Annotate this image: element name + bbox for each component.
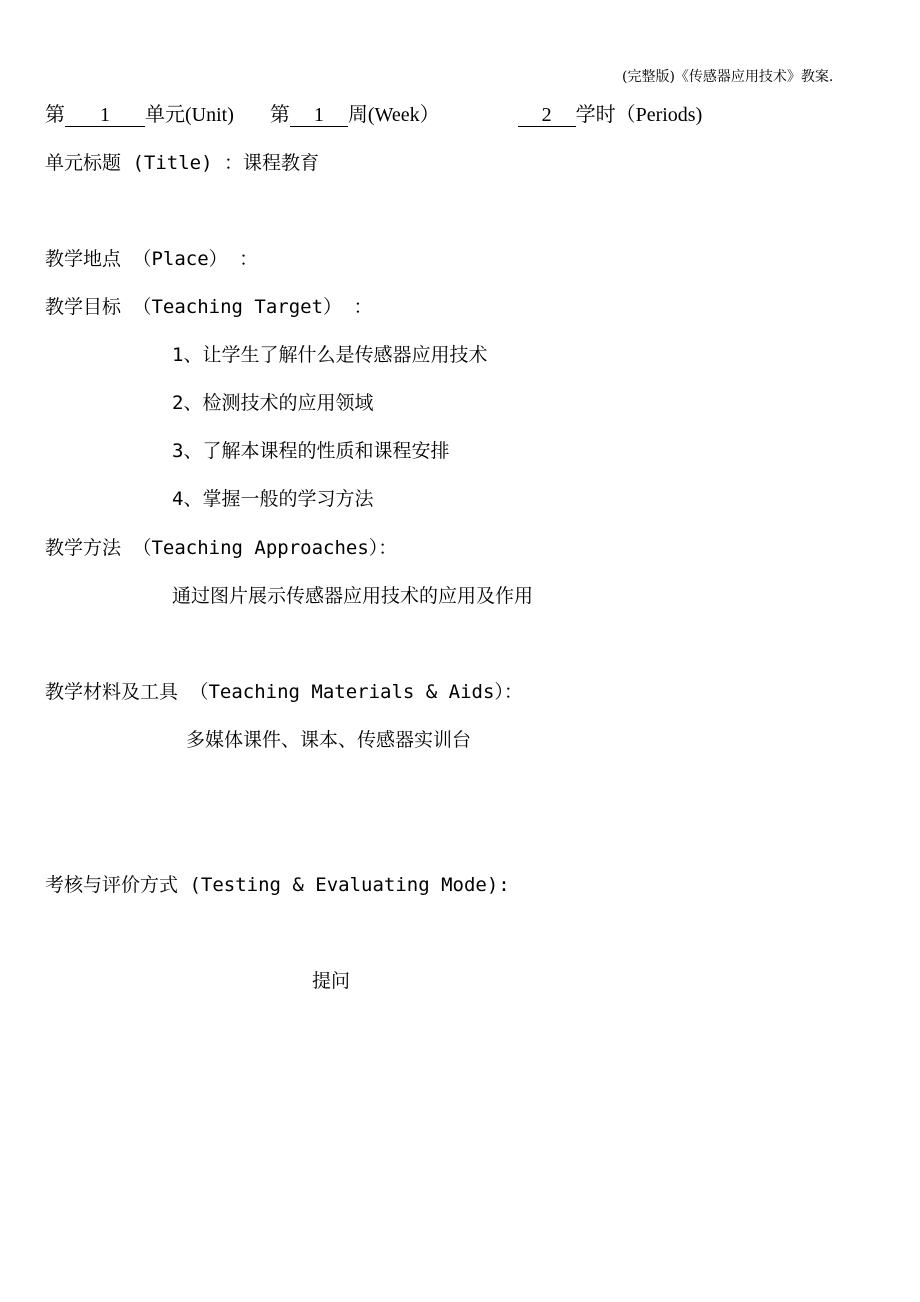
teaching-target-label: 教学目标 （Teaching Target） ：: [45, 296, 373, 318]
evaluation-label: 考核与评价方式 (Testing & Evaluating Mode):: [45, 874, 510, 896]
periods-number: 2: [518, 105, 576, 127]
teaching-materials-label: 教学材料及工具 （Teaching Materials & Aids）：: [45, 681, 523, 703]
evaluation-text: 提问: [312, 970, 351, 992]
unit-label: 单元(Unit): [145, 104, 234, 126]
unit-title: 单元标题 (Title) ：课程教育: [45, 152, 319, 174]
week-prefix: 第: [269, 104, 290, 126]
teaching-approaches-text: 通过图片展示传感器应用技术的应用及作用: [172, 585, 534, 607]
unit-prefix: 第: [45, 104, 65, 126]
teaching-materials-text: 多媒体课件、课本、传感器实训台: [186, 729, 472, 751]
periods-label: 学时（Periods): [575, 104, 703, 126]
week-number: 1: [290, 105, 348, 127]
target-item: 1、让学生了解什么是传感器应用技术: [172, 344, 488, 366]
unit-number: 1: [65, 105, 145, 127]
teaching-place-label: 教学地点 （Place） ：: [45, 248, 259, 270]
course-meta-line: [45, 98, 702, 127]
document-header: (完整版)《传感器应用技术》教案.: [622, 69, 834, 85]
teaching-approaches-label: 教学方法 （Teaching Approaches）：: [45, 537, 398, 559]
target-item: 3、了解本课程的性质和课程安排: [172, 440, 450, 462]
target-item: 2、检测技术的应用领域: [172, 392, 374, 414]
week-label: 周(Week）: [347, 104, 440, 126]
target-item: 4、掌握一般的学习方法: [172, 488, 374, 510]
